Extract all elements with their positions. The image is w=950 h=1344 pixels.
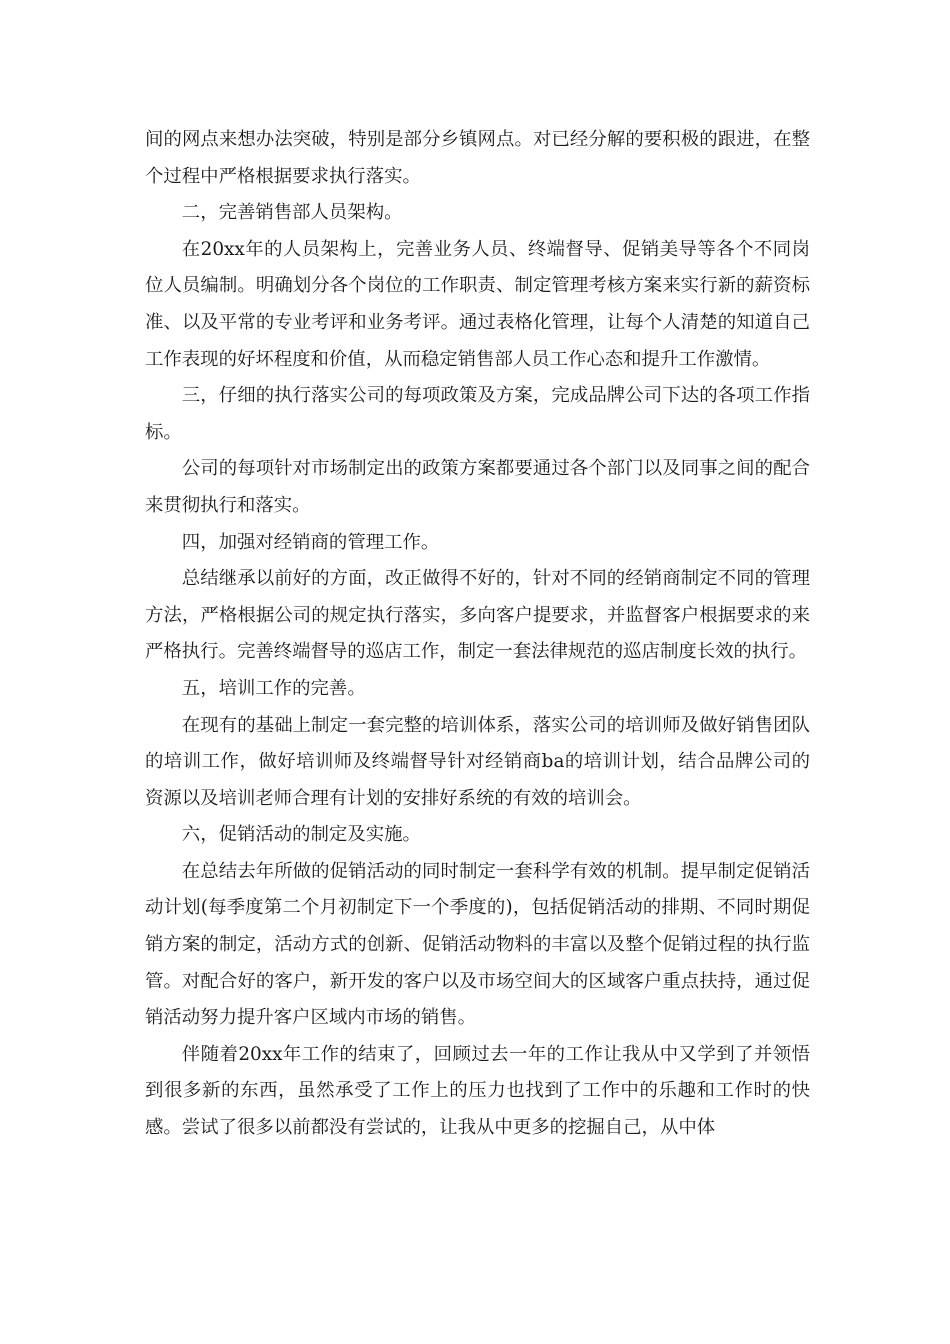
paragraph-promotion: 在总结去年所做的促销活动的同时制定一套科学有效的机制。提早制定促销活动计划(每季度第二个月初制定下一个季度的)，包括促销活动的排期、不同时期促销方案的制定，活动方式的创新、促销活动物料的丰富以及整个促销过程的执行监管。对配合好的客户，新开发的客户以及市场空间大的区域客户重点扶持，通过促销活动努力提升客户区域内市场的销售。 bbox=[145, 860, 810, 1029]
document-body bbox=[145, 122, 810, 1147]
section-heading-4: 四，加强对经销商的管理工作。 bbox=[181, 531, 440, 553]
section-heading-2: 二，完善销售部人员架构。 bbox=[181, 202, 403, 224]
section-heading-6: 六，促销活动的制定及实施。 bbox=[181, 824, 421, 846]
paragraph-staff-structure: 在20xx年的人员架构上，完善业务人员、终端督导、促销美导等各个不同岗位人员编制。明确划分各个岗位的工作职责、制定管理考核方案来实行新的薪资标准、以及平常的专业考评和业务考评。通过表格化管理，让每个人清楚的知道自己工作表现的好坏程度和价值，从而稳定销售部人员工作心态和提升工作激情。 bbox=[145, 238, 810, 370]
section-heading-3: 三，仔细的执行落实公司的每项政策及方案，完成品牌公司下达的各项工作指标。 bbox=[145, 385, 810, 443]
paragraph-conclusion: 伴随着20xx年工作的结束了，回顾过去一年的工作让我从中又学到了并领悟到很多新的东西，虽然承受了工作上的压力也找到了工作中的乐趣和工作时的快感。尝试了很多以前都没有尝试的，让我从中更多的挖掘自己，从中体 bbox=[145, 1043, 810, 1139]
paragraph-training: 在现有的基础上制定一套完整的培训体系，落实公司的培训师及做好销售团队的培训工作，做好培训师及终端督导针对经销商ba的培训计划，结合品牌公司的资源以及培训老师合理有计划的安排好系统的有效的培训会。 bbox=[145, 714, 810, 809]
paragraph-continuation: 间的网点来想办法突破，特别是部分乡镇网点。对已经分解的要积极的跟进，在整个过程中严格根据要求执行落实。 bbox=[145, 129, 810, 187]
paragraph-policy: 公司的每项针对市场制定出的政策方案都要通过各个部门以及同事之间的配合来贯彻执行和落实。 bbox=[145, 458, 810, 516]
paragraph-dealer-management: 总结继承以前好的方面，改正做得不好的，针对不同的经销商制定不同的管理方法，严格根据公司的规定执行落实，多向客户提要求，并监督客户根据要求的来严格执行。完善终端督导的巡店工作，制定一套法律规范的巡店制度长效的执行。 bbox=[145, 568, 810, 663]
section-heading-5: 五，培训工作的完善。 bbox=[181, 677, 366, 699]
